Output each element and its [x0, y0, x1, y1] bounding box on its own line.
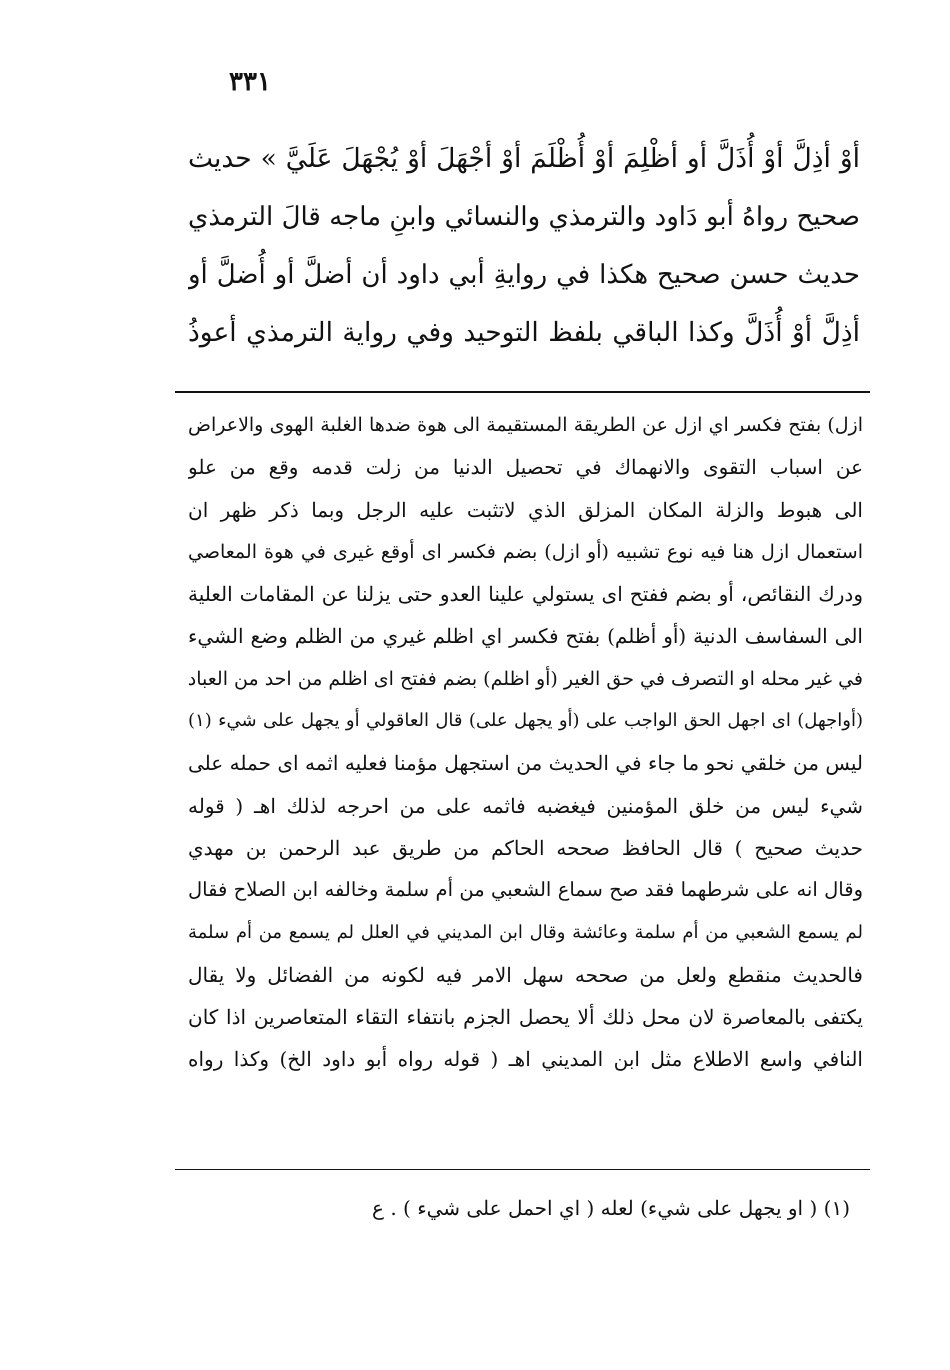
footnote-divider: [175, 1169, 870, 1170]
commentary-line: وقال انه على شرطهما فقد صح سماع الشعبي من أم سلمة وخالفه ابن الصلاح فقال: [188, 878, 863, 902]
page-number: ٣٣١: [229, 67, 271, 97]
commentary-line: (أواجهل) اى اجهل الحق الواجب على (أو يجهل على) قال العاقولي أو يجهل على شيء (١): [188, 710, 863, 732]
commentary-line: النافي واسع الاطلاع مثل ابن المديني اهـ ( قوله رواه أبو داود الخ) وكذا رواه: [188, 1047, 863, 1072]
main-text-line: صحيح رواهُ أبو دَاود والترمذي والنسائي وابنِ ماجه قالَ الترمذي: [188, 202, 860, 232]
main-text-line: أذِلَّ أوْ أُذَلَّ وكذا الباقي بلفظ التوحيد وفي رواية الترمذي أعوذُ: [188, 317, 860, 348]
commentary-line: في غير محله او التصرف في حق الغير (أو اظلم) بضم ففتح اى اظلم من احد من العباد: [188, 667, 863, 690]
commentary-line: شيء ليس من خلق المؤمنين فيغضبه فاثمه على من احرجه لذلك اهـ ( قوله: [188, 793, 863, 818]
commentary-line: حديث صحيح ) قال الحافظ صححه الحاكم من طريق عبد الرحمن بن مهدي: [188, 835, 863, 860]
main-text-block: [188, 130, 860, 362]
commentary-line: لم يسمع الشعبي من أم سلمة وعائشة وقال ابن المديني في العلل لم يسمع من أم سلمة: [188, 921, 863, 943]
commentary-line: ازل) بفتح فكسر اي ازل عن الطريقة المستقيمة الى هوة ضدها الغلبة الهوى والاعراض: [188, 414, 863, 436]
section-divider: [175, 391, 870, 393]
main-text-line: أوْ أذِلَّ أوْ أُذَلَّ أو أظْلِمَ أوْ أُظْلَمَ أوْ أجْهَلَ أوْ يُجْهَلَ عَلَيَّ » حديث: [188, 143, 860, 174]
commentary-line: الى السفاسف الدنية (أو أظلم) بفتح فكسر اي اظلم غيري من الظلم وضع الشيء: [188, 624, 863, 649]
commentary-block: [188, 404, 863, 1081]
commentary-line: ودرك النقائص، أو بضم ففتح اى يستولي علينا العدو حتى يزلنا عن المقامات العلية: [188, 582, 863, 607]
commentary-line: استعمال ازل هنا فيه نوع تشبيه (أو ازل) بضم فكسر اى أوقع غيرى في هوة المعاصي: [188, 540, 863, 563]
main-text-line: حديث حسن صحيح هكذا في روايةِ أبي داود أن أضلَّ أو أُضلَّ أو: [188, 260, 860, 290]
commentary-line: ليس من خلقي نحو ما جاء في الحديث من استجهل مؤمنا فعليه اثمه اى حمله على: [188, 751, 863, 776]
commentary-line: فالحديث منقطع ولعل من صححه سهل الامر فيه لكونه من الفضائل ولا يقال: [188, 962, 863, 987]
footnote: (١) ( او يجهل على شيء) لعله ( اي احمل على شيء ) . ع: [372, 1196, 850, 1220]
commentary-line: الى هبوط والزلة المكان المزلق الذي لاتثبت عليه الرجل وبما ذكر ظهر ان: [188, 497, 863, 522]
commentary-line: عن اسباب التقوى والانهماك في تحصيل الدنيا من زلت قدمه وقع من علو: [188, 455, 863, 480]
commentary-line: يكتفى بالمعاصرة لان محل ذلك ألا يحصل الجزم بانتفاء التقاء المتعاصرين اذا كان: [188, 1005, 863, 1030]
